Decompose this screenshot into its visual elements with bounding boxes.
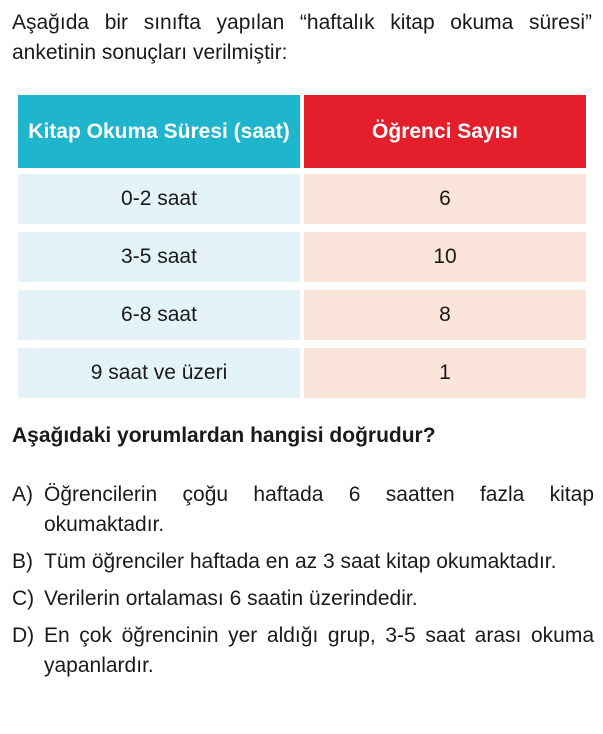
option-letter: C) <box>12 587 35 610</box>
question-text: Aşağıdaki yorumlardan hangisi doğrudur? <box>12 424 436 447</box>
option-b[interactable] <box>12 547 594 577</box>
cell-reading-time: 9 saat ve üzeri <box>18 348 300 398</box>
option-c[interactable] <box>12 584 594 614</box>
answer-options <box>12 480 594 688</box>
cell-reading-time: 0-2 saat <box>18 174 300 224</box>
cell-reading-time: 3-5 saat <box>18 232 300 282</box>
option-a[interactable] <box>12 480 594 540</box>
header-student-count: Öğrenci Sayısı <box>304 95 586 168</box>
option-letter: A) <box>12 483 33 506</box>
table-row <box>18 232 586 282</box>
option-text: Öğrencilerin çoğu haftada 6 saatten fazla kitap okumaktadır. <box>44 483 594 536</box>
cell-student-count: 1 <box>304 348 586 398</box>
table-row <box>18 348 586 398</box>
option-letter: D) <box>12 624 35 647</box>
header-reading-time: Kitap Okuma Süresi (saat) <box>18 95 300 168</box>
intro-text: Aşağıda bir sınıfta yapılan “haftalık kitap okuma süresi” anketinin sonuçları verilmiştir: <box>12 11 592 64</box>
table-header-row <box>18 95 586 168</box>
table-row <box>18 174 586 224</box>
survey-table <box>18 95 586 406</box>
cell-student-count: 6 <box>304 174 586 224</box>
table-row <box>18 290 586 340</box>
cell-student-count: 8 <box>304 290 586 340</box>
option-text: Tüm öğrenciler haftada en az 3 saat kitap okumaktadır. <box>44 550 557 573</box>
option-letter: B) <box>12 550 33 573</box>
option-text: En çok öğrencinin yer aldığı grup, 3-5 saat arası okuma yapanlardır. <box>44 624 594 677</box>
cell-student-count: 10 <box>304 232 586 282</box>
cell-reading-time: 6-8 saat <box>18 290 300 340</box>
option-text: Verilerin ortalaması 6 saatin üzerindedir. <box>44 587 418 610</box>
option-d[interactable] <box>12 621 594 681</box>
